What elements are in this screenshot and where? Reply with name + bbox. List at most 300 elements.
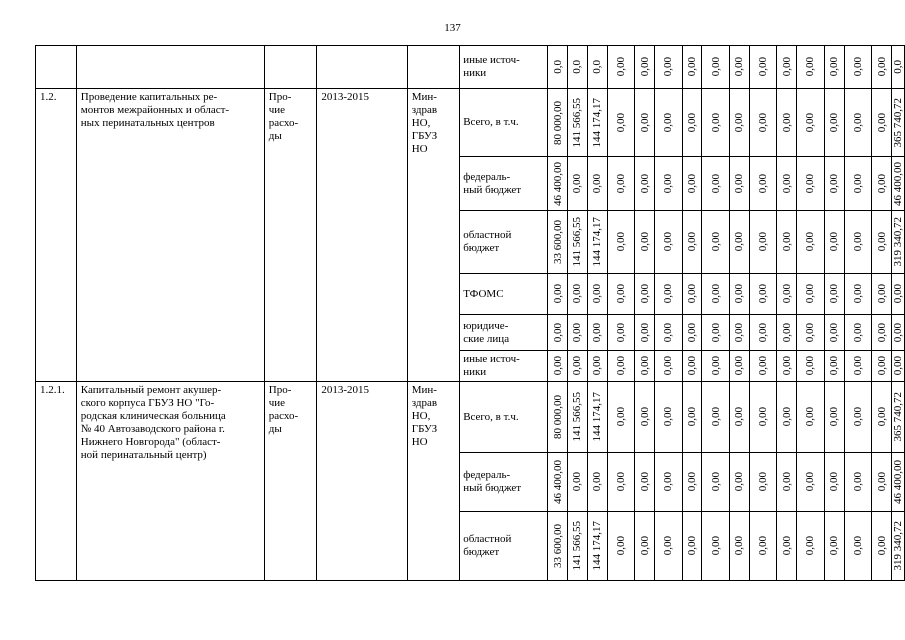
value-cell: [777, 211, 797, 274]
value-text: 0,00: [757, 284, 770, 304]
value-cell: [635, 46, 655, 89]
value-cell: [749, 351, 777, 382]
value-cell: [607, 89, 635, 157]
value-cell: [568, 274, 588, 315]
value-cell: [749, 157, 777, 211]
value-text: 0,0: [892, 60, 904, 74]
value-text: 0,00: [591, 322, 604, 343]
financing-table: [35, 45, 905, 581]
value-text: 0,0: [571, 60, 584, 74]
value-cell: [607, 351, 635, 382]
value-cell: [824, 211, 844, 274]
value-cell: [824, 274, 844, 315]
value-text: 0,00: [551, 284, 564, 304]
value-text: 0,00: [875, 322, 888, 343]
value-cell: [548, 453, 568, 512]
value-text: 0,00: [571, 472, 584, 492]
value-text: 0,00: [828, 232, 841, 252]
source-cell: [460, 274, 548, 315]
value-cell: [844, 274, 872, 315]
value-cell: [548, 46, 568, 89]
value-text: 0,00: [875, 472, 888, 492]
value-text: 0,00: [733, 472, 746, 492]
executor-cell: [407, 382, 459, 581]
item-name-cell: [76, 382, 264, 581]
value-cell: [749, 512, 777, 581]
value-cell: [682, 46, 702, 89]
value-cell: [729, 274, 749, 315]
value-text: 0,00: [757, 472, 770, 492]
value-text: 0,00: [733, 57, 746, 77]
value-cell: [892, 46, 905, 89]
value-cell: [702, 382, 730, 453]
value-text: 0,00: [685, 284, 698, 304]
value-text: 0,00: [638, 536, 651, 556]
value-cell: [635, 274, 655, 315]
value-cell: [749, 453, 777, 512]
item-number: 1.2.1.: [40, 384, 65, 396]
value-text: 46 400,00: [892, 161, 904, 206]
value-text: 0,00: [638, 356, 651, 376]
value-text: 46 400,00: [892, 460, 904, 504]
value-text: 0,00: [757, 173, 770, 194]
value-cell: [729, 89, 749, 157]
value-text: 0,00: [804, 322, 817, 343]
value-cell: [635, 315, 655, 351]
value-text: 0,00: [804, 57, 817, 77]
value-text: 0,00: [875, 284, 888, 304]
empty-cell: [36, 46, 77, 89]
value-cell: [702, 46, 730, 89]
value-cell: [824, 382, 844, 453]
value-text: 0,00: [551, 356, 564, 376]
value-cell: [777, 274, 797, 315]
value-cell: [682, 89, 702, 157]
value-cell: [872, 89, 892, 157]
value-cell: [797, 315, 825, 351]
value-text: 0,00: [591, 472, 604, 492]
value-text: 0,00: [709, 322, 722, 343]
value-text: 0,00: [892, 284, 904, 304]
value-cell: [872, 157, 892, 211]
value-text: 0,00: [614, 407, 627, 427]
value-cell: [548, 89, 568, 157]
value-text: 0,00: [875, 173, 888, 194]
value-text: 0,00: [571, 322, 584, 343]
value-text: 0,00: [709, 284, 722, 304]
value-cell: [824, 315, 844, 351]
value-cell: [844, 351, 872, 382]
value-text: 365 740,72: [892, 392, 904, 442]
value-cell: [777, 46, 797, 89]
value-cell: [797, 274, 825, 315]
value-text: 0,00: [875, 57, 888, 77]
value-cell: [548, 382, 568, 453]
value-text: 0,00: [828, 284, 841, 304]
value-text: 0,00: [780, 284, 793, 304]
value-text: 0,00: [638, 232, 651, 252]
value-cell: [655, 46, 683, 89]
source-cell: [460, 157, 548, 211]
value-text: 141 566,55: [571, 97, 584, 148]
value-cell: [548, 512, 568, 581]
value-cell: [587, 274, 607, 315]
value-text: 0,00: [614, 173, 627, 194]
value-text: 0,00: [614, 356, 627, 376]
empty-cell: [264, 46, 317, 89]
value-cell: [548, 157, 568, 211]
value-cell: [749, 89, 777, 157]
value-cell: [548, 211, 568, 274]
value-cell: [702, 315, 730, 351]
expense-type-cell: [264, 89, 317, 382]
value-text: 0,00: [662, 232, 675, 252]
value-cell: [872, 274, 892, 315]
expense-type: Про- чие расхо- ды: [268, 91, 299, 142]
value-cell: [729, 157, 749, 211]
value-text: 0,00: [780, 232, 793, 252]
executor: Мин- здрав НО, ГБУЗ НО: [411, 91, 438, 155]
value-text: 0,00: [851, 284, 864, 304]
source-cell: [460, 382, 548, 453]
value-text: 0,00: [780, 407, 793, 427]
value-text: 0,00: [804, 232, 817, 252]
value-text: 0,00: [804, 173, 817, 194]
empty-cell: [76, 46, 264, 89]
source-label: иные источ- ники: [463, 54, 520, 79]
value-cell: [729, 382, 749, 453]
value-cell: [892, 89, 905, 157]
value-cell: [844, 315, 872, 351]
value-cell: [635, 211, 655, 274]
value-text: 0,00: [804, 356, 817, 376]
value-cell: [892, 157, 905, 211]
value-text: 0,00: [709, 472, 722, 492]
value-cell: [702, 274, 730, 315]
value-cell: [635, 382, 655, 453]
value-text: 319 340,72: [892, 217, 904, 267]
value-cell: [587, 453, 607, 512]
value-cell: [702, 211, 730, 274]
value-text: 0,00: [662, 112, 675, 133]
value-text: 0,00: [685, 472, 698, 492]
value-text: 0,0: [591, 60, 604, 74]
value-text: 0,00: [780, 57, 793, 77]
value-cell: [568, 382, 588, 453]
value-text: 0,00: [851, 472, 864, 492]
source-label: федераль- ный бюджет: [463, 170, 522, 196]
period: 2013-2015: [321, 91, 369, 103]
value-cell: [568, 351, 588, 382]
value-cell: [892, 382, 905, 453]
source-label: Всего, в т.ч.: [463, 410, 519, 423]
value-text: 0,00: [875, 112, 888, 133]
value-cell: [824, 453, 844, 512]
value-text: 0,00: [828, 322, 841, 343]
value-cell: [777, 315, 797, 351]
value-cell: [824, 46, 844, 89]
value-text: 141 566,55: [571, 521, 584, 571]
value-text: 0,00: [638, 407, 651, 427]
period-cell: [317, 89, 407, 382]
value-cell: [568, 46, 588, 89]
value-text: 0,00: [804, 407, 817, 427]
value-text: 0,00: [828, 112, 841, 133]
value-text: 0,00: [662, 536, 675, 556]
value-cell: [655, 157, 683, 211]
value-cell: [797, 351, 825, 382]
value-cell: [729, 211, 749, 274]
value-text: 0,00: [757, 112, 770, 133]
value-cell: [655, 382, 683, 453]
value-text: 0,00: [828, 472, 841, 492]
value-text: 0,00: [780, 322, 793, 343]
source-label: Всего, в т.ч.: [463, 116, 519, 128]
source-label: ТФОМС: [463, 287, 504, 300]
item-number: 1.2.: [40, 91, 57, 103]
value-cell: [655, 274, 683, 315]
value-text: 0,00: [875, 407, 888, 427]
value-text: 80 000,00: [551, 100, 564, 145]
value-cell: [587, 512, 607, 581]
value-cell: [844, 211, 872, 274]
value-text: 0,00: [591, 356, 604, 376]
value-cell: [749, 274, 777, 315]
value-cell: [872, 315, 892, 351]
value-text: 0,00: [614, 472, 627, 492]
value-cell: [635, 157, 655, 211]
value-cell: [587, 46, 607, 89]
value-text: 0,00: [709, 173, 722, 194]
item-name: Капитальный ремонт акушер- ского корпуса ГБУЗ НО "Го- родская клиническая больница № 40 Автозаводского района г. Нижнего Новгорода" (област- ной перинатальный центр): [80, 384, 226, 461]
value-text: 0,00: [851, 232, 864, 252]
value-cell: [702, 157, 730, 211]
value-cell: [777, 453, 797, 512]
value-cell: [568, 211, 588, 274]
value-text: 0,00: [780, 112, 793, 133]
value-text: 0,00: [757, 232, 770, 252]
value-cell: [797, 453, 825, 512]
value-cell: [682, 211, 702, 274]
value-text: 0,00: [733, 232, 746, 252]
table-row: [36, 89, 905, 157]
value-cell: [749, 315, 777, 351]
value-text: 0,00: [875, 232, 888, 252]
value-cell: [729, 351, 749, 382]
item-number-cell: [36, 382, 77, 581]
value-text: 0,00: [662, 472, 675, 492]
value-text: 144 174,17: [591, 217, 604, 267]
value-text: 0,00: [662, 356, 675, 376]
value-text: 80 000,00: [551, 395, 564, 439]
value-text: 0,00: [709, 232, 722, 252]
value-text: 0,00: [804, 536, 817, 556]
value-text: 0,00: [892, 322, 904, 343]
source-label: областной бюджет: [463, 533, 512, 558]
value-cell: [777, 382, 797, 453]
value-text: 0,00: [685, 112, 698, 133]
value-text: 0,00: [875, 536, 888, 556]
value-cell: [872, 211, 892, 274]
page-number: 137: [444, 22, 461, 34]
empty-cell: [407, 46, 459, 89]
value-text: 0,00: [709, 536, 722, 556]
value-cell: [872, 382, 892, 453]
value-text: 0,00: [638, 472, 651, 492]
value-text: 0,00: [828, 57, 841, 77]
value-cell: [548, 315, 568, 351]
value-text: 0,00: [733, 322, 746, 343]
source-cell: [460, 512, 548, 581]
value-text: 33 600,00: [551, 524, 564, 568]
table-row: [36, 46, 905, 89]
value-cell: [777, 512, 797, 581]
value-cell: [568, 157, 588, 211]
value-text: 0,00: [851, 57, 864, 77]
value-text: 0,00: [828, 536, 841, 556]
value-text: 0,00: [614, 322, 627, 343]
value-cell: [892, 453, 905, 512]
source-label: иные источ- ники: [463, 353, 520, 378]
value-text: 0,00: [851, 173, 864, 194]
value-cell: [635, 453, 655, 512]
expense-type-cell: [264, 382, 317, 581]
value-text: 0,00: [685, 407, 698, 427]
value-cell: [607, 315, 635, 351]
value-cell: [682, 351, 702, 382]
value-text: 0,00: [851, 356, 864, 376]
value-text: 46 400,00: [551, 161, 564, 206]
value-text: 0,00: [638, 57, 651, 77]
value-cell: [777, 351, 797, 382]
value-cell: [635, 351, 655, 382]
value-cell: [655, 512, 683, 581]
value-text: 0,00: [638, 112, 651, 133]
value-cell: [587, 89, 607, 157]
value-text: 144 174,17: [591, 392, 604, 442]
source-cell: [460, 89, 548, 157]
source-label: федераль- ный бюджет: [463, 469, 522, 494]
value-cell: [682, 274, 702, 315]
value-text: 0,00: [733, 356, 746, 376]
value-cell: [844, 89, 872, 157]
value-text: 0,00: [780, 536, 793, 556]
value-text: 0,00: [614, 536, 627, 556]
source-cell: [460, 315, 548, 351]
value-cell: [824, 89, 844, 157]
value-text: 0,00: [685, 322, 698, 343]
value-cell: [635, 512, 655, 581]
value-text: 0,00: [851, 112, 864, 133]
value-cell: [655, 453, 683, 512]
value-cell: [892, 512, 905, 581]
value-text: 0,00: [757, 536, 770, 556]
value-cell: [729, 453, 749, 512]
source-cell: [460, 351, 548, 382]
value-cell: [682, 453, 702, 512]
value-text: 144 174,17: [591, 97, 604, 148]
source-label: юридиче- ские лица: [463, 319, 510, 345]
value-text: 0,00: [591, 284, 604, 304]
value-cell: [607, 382, 635, 453]
executor-cell: [407, 89, 459, 382]
value-text: 0,00: [662, 284, 675, 304]
value-cell: [587, 351, 607, 382]
value-text: 46 400,00: [551, 460, 564, 504]
item-number-cell: [36, 89, 77, 382]
value-text: 0,00: [662, 57, 675, 77]
value-cell: [749, 382, 777, 453]
value-cell: [872, 46, 892, 89]
value-cell: [568, 315, 588, 351]
source-cell: [460, 211, 548, 274]
value-cell: [749, 211, 777, 274]
value-text: 0,00: [614, 112, 627, 133]
value-text: 0,00: [733, 407, 746, 427]
source-cell: [460, 46, 548, 89]
value-cell: [607, 211, 635, 274]
value-cell: [797, 89, 825, 157]
value-text: 0,00: [614, 57, 627, 77]
value-cell: [568, 512, 588, 581]
value-text: 0,00: [709, 112, 722, 133]
value-text: 0,00: [614, 284, 627, 304]
value-cell: [587, 315, 607, 351]
value-text: 33 600,00: [551, 220, 564, 264]
value-cell: [587, 211, 607, 274]
value-text: 0,00: [638, 322, 651, 343]
value-text: 0,00: [757, 407, 770, 427]
value-text: 0,00: [685, 232, 698, 252]
value-cell: [844, 382, 872, 453]
value-cell: [548, 351, 568, 382]
value-text: 0,00: [733, 173, 746, 194]
value-text: 0,00: [733, 536, 746, 556]
value-cell: [729, 315, 749, 351]
value-text: 0,00: [828, 173, 841, 194]
value-text: 0,00: [638, 284, 651, 304]
value-text: 0,00: [685, 356, 698, 376]
value-cell: [844, 453, 872, 512]
value-cell: [702, 512, 730, 581]
value-cell: [749, 46, 777, 89]
value-text: 0,00: [685, 173, 698, 194]
value-cell: [824, 351, 844, 382]
value-text: 0,00: [571, 356, 584, 376]
value-cell: [797, 46, 825, 89]
value-text: 0,00: [571, 284, 584, 304]
value-text: 0,00: [733, 112, 746, 133]
value-cell: [587, 382, 607, 453]
value-text: 0,00: [851, 407, 864, 427]
value-cell: [607, 512, 635, 581]
value-text: 0,00: [828, 356, 841, 376]
value-cell: [777, 157, 797, 211]
value-cell: [568, 453, 588, 512]
value-cell: [548, 274, 568, 315]
table-row: [36, 382, 905, 453]
item-name: Проведение капитальных ре- монтов межрайонных и област- ных перинатальных центров: [80, 91, 230, 129]
value-text: 0,00: [733, 284, 746, 304]
value-cell: [655, 211, 683, 274]
value-text: 0,0: [551, 60, 564, 74]
value-cell: [682, 315, 702, 351]
value-text: 0,00: [757, 356, 770, 376]
source-cell: [460, 453, 548, 512]
value-cell: [702, 89, 730, 157]
executor: Мин- здрав НО, ГБУЗ НО: [411, 384, 438, 448]
value-text: 0,00: [685, 57, 698, 77]
